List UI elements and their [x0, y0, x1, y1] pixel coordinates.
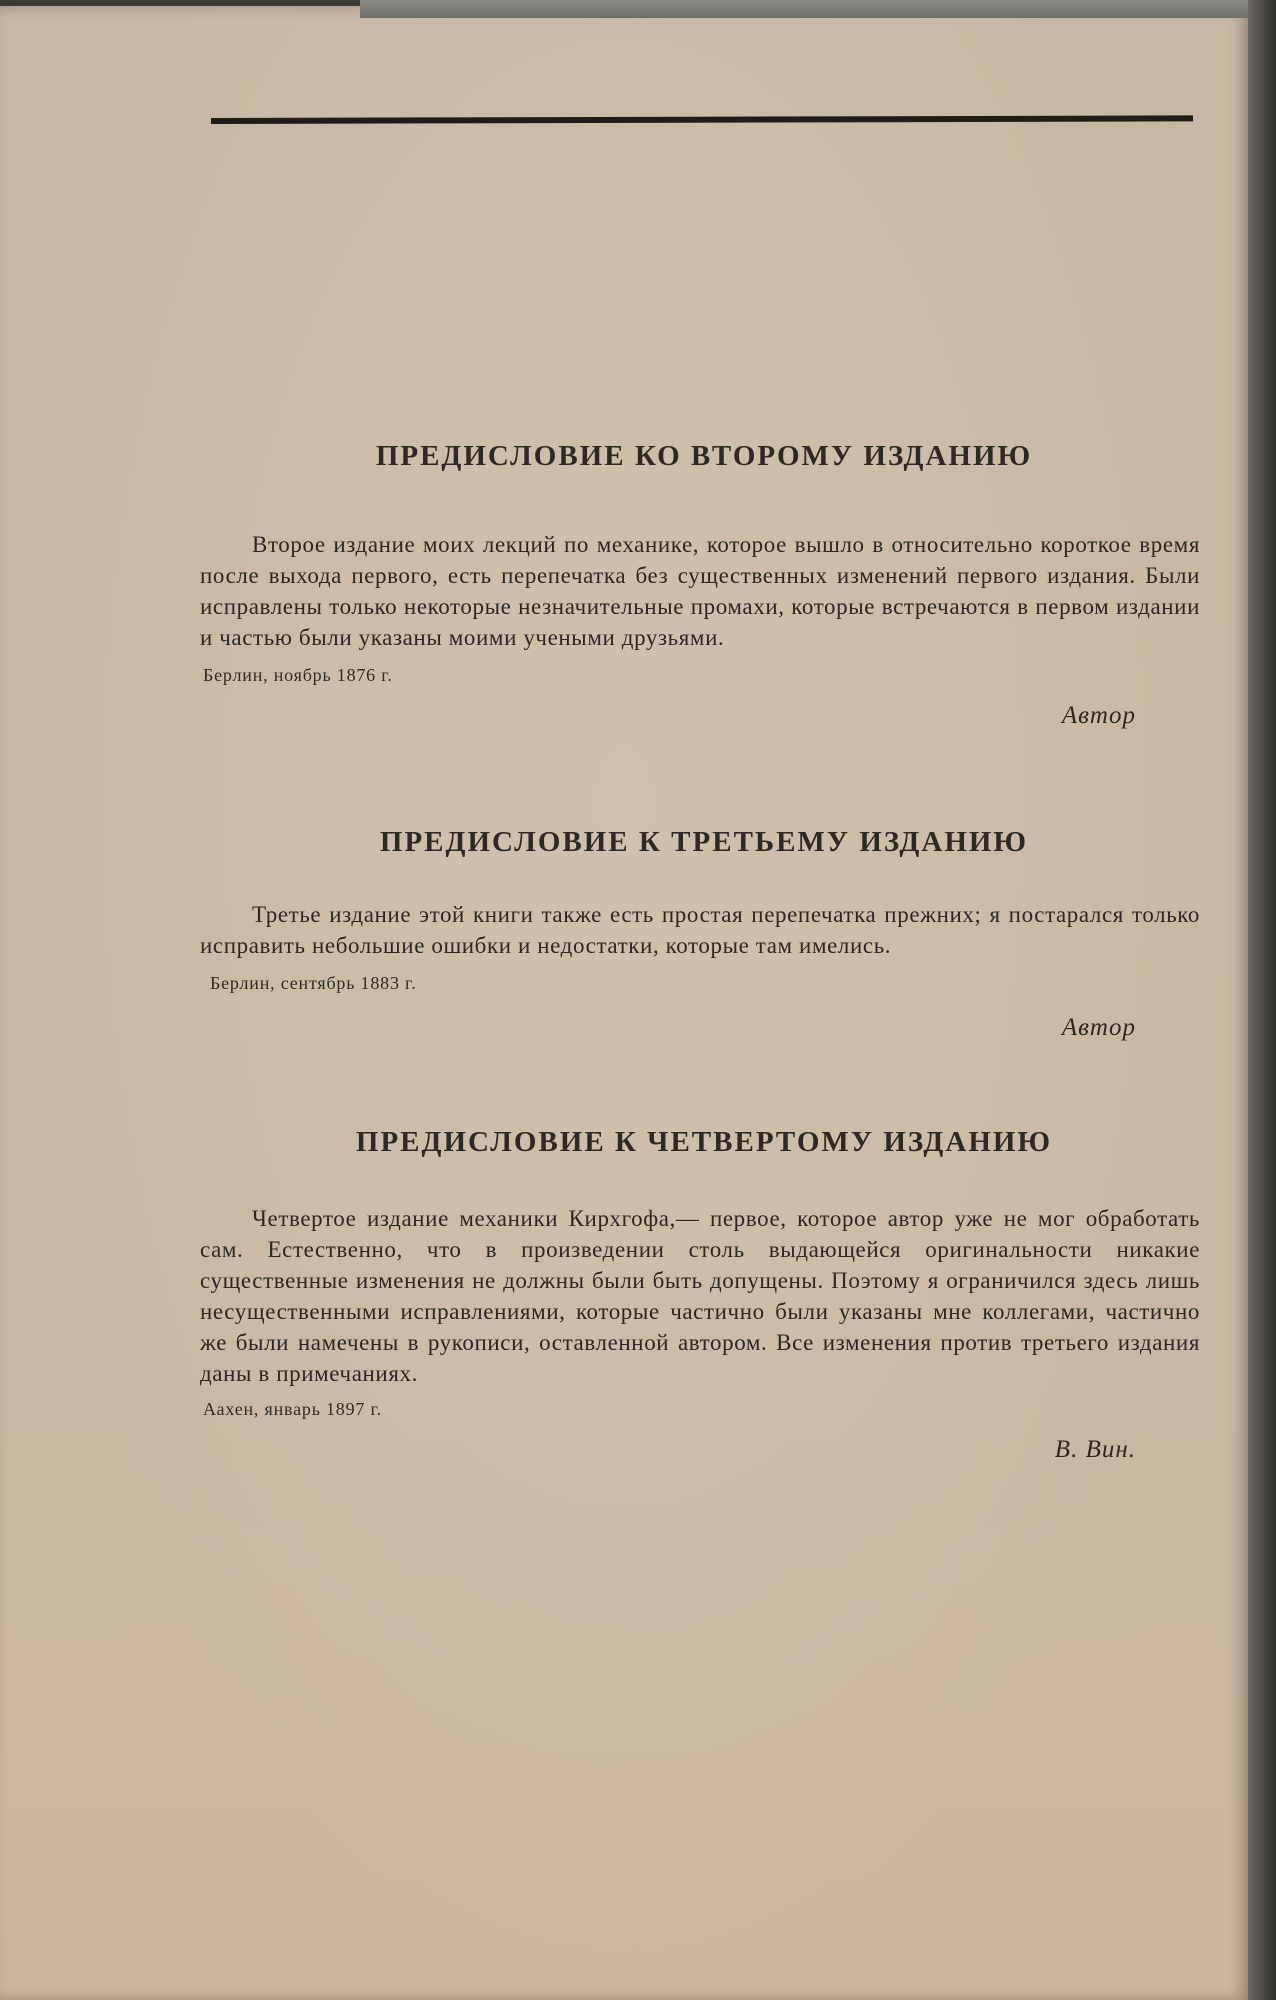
preface-heading: ПРЕДИСЛОВИЕ КО ВТОРОМУ ИЗДАНИЮ: [375, 440, 1033, 472]
scanner-edge: [360, 0, 1276, 18]
preface-date: Берлин, ноябрь 1876 г.: [203, 665, 393, 685]
preface-second-edition: [200, 440, 1200, 730]
preface-signature: Автор: [1061, 1014, 1136, 1041]
page-edge-shadow: [1248, 0, 1276, 2000]
preface-fourth-edition: [200, 1126, 1200, 1464]
preface-text: Второе издание моих лекций по механике, которое вышло в относительно короткое время после выхода первого, есть перепечатка без существенных изменений первого издания. Были исправлены только некоторые незначительные промахи, которые встречаются в первом издании и частью были указаны моими учеными друзьями.: [200, 532, 1200, 650]
preface-text: Третье издание этой книги также есть простая перепечатка прежних; я постарался только исправить небольшие ошибки и недостатки, которые там имелись.: [200, 902, 1200, 958]
preface-signature: В. Вин.: [1054, 1436, 1136, 1463]
preface-heading: ПРЕДИСЛОВИЕ К ЧЕТВЕРТОМУ ИЗДАНИЮ: [355, 1126, 1053, 1158]
preface-date: Аахен, январь 1897 г.: [203, 1399, 382, 1419]
preface-third-edition: [200, 826, 1200, 1042]
preface-heading: ПРЕДИСЛОВИЕ К ТРЕТЬЕМУ ИЗДАНИЮ: [379, 826, 1029, 858]
preface-text: Четвертое издание механики Кирхгофа,— первое, которое автор уже не мог обработать сам. Естественно, что в произведении столь выдающейся оригинальности никакие существенные изменения не должны были быть допущены. Поэтому я ограничился здесь лишь несущественными исправлениями, которые частично были указаны мне коллегами, частично же были намечены в рукописи, оставленной автором. Все изменения против третьего издания даны в примечаниях.: [200, 1206, 1200, 1386]
preface-date: Берлин, сентябрь 1883 г.: [210, 973, 417, 993]
preface-signature: Автор: [1061, 702, 1136, 729]
